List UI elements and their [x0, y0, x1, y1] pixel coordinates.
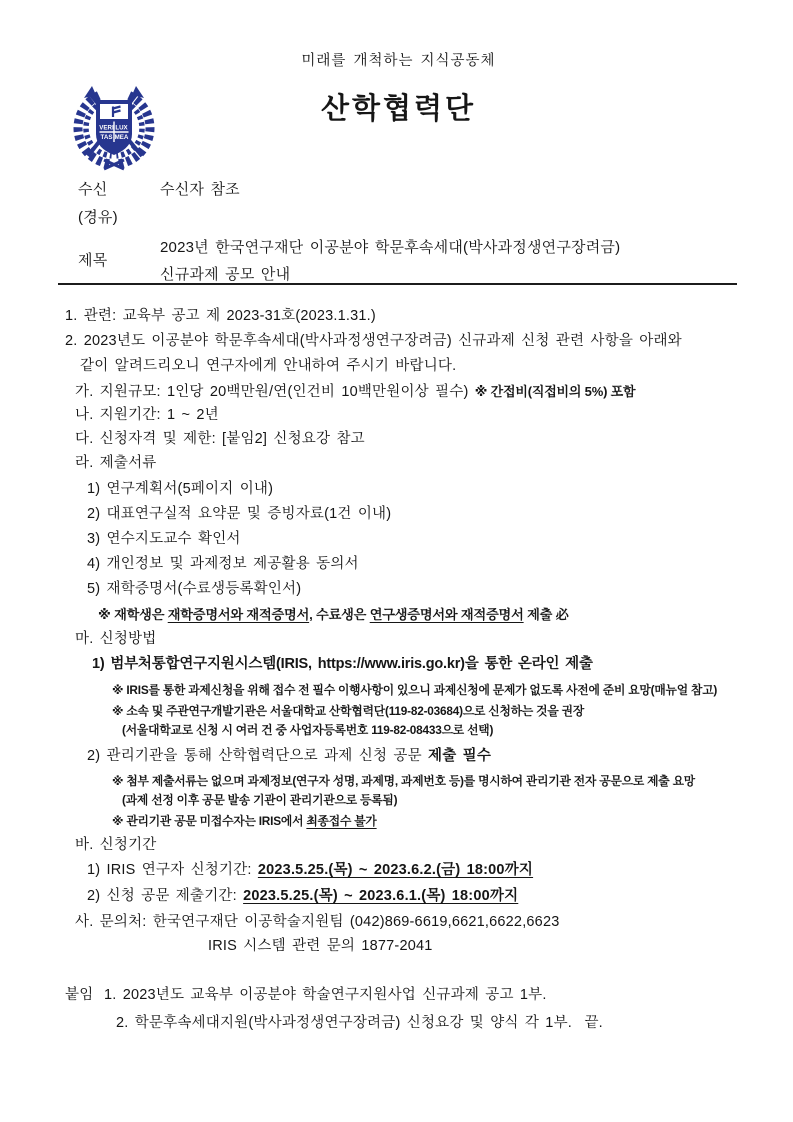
via-label: (경유) — [78, 209, 118, 226]
recipient-value: 수신자 참조 — [160, 181, 240, 198]
subject-line-1: 2023년 한국연구재단 이공분야 학문후속세대(박사과정생연구장려금) — [160, 239, 621, 256]
support-scale-line — [75, 382, 635, 402]
letter-note-1-cont: (과제 선정 이후 공문 발송 기관이 관리기관으로 등록됨) — [122, 793, 398, 807]
org-title: 산학협력단 — [320, 93, 477, 125]
eligibility-line: 다. 신청자격 및 제한: [붙임2] 신청요강 참고 — [75, 431, 365, 447]
letter-note-1: ※ 첨부 제출서류는 없으며 과제정보(연구자 성명, 과제명, 과제번호 등)를 명시하여 관리기관 전자 공문으로 제출 요망 — [112, 774, 695, 788]
method-title: 마. 신청방법 — [75, 631, 157, 647]
enrollment-note: ※ 재학생은 재학증명서와 재적증명서, 수료생은 연구생증명서와 재적증명서 제출 必 — [98, 607, 569, 622]
attachment-item-2: 2. 학문후속세대지원(박사과정생연구장려금) 신청요강 및 양식 각 1부. 끝. — [116, 1015, 603, 1031]
documents-title: 라. 제출서류 — [75, 455, 157, 471]
emblem-motto-tas: TAS — [100, 134, 113, 141]
org-slogan: 미래를 개척하는 지식공동체 — [301, 53, 496, 69]
method-online-line: 1) 범부처통합연구지원시스템(IRIS, https://www.iris.go.kr)을 통한 온라인 제출 — [92, 656, 593, 672]
document-item: 4) 개인정보 및 과제정보 제공활용 동의서 — [87, 556, 359, 572]
recipient-label: 수신 — [78, 181, 108, 198]
contact-line: 사. 문의처: 한국연구재단 이공학술지원팀 (042)869-6619,6621,6622,6623 — [75, 914, 560, 930]
notice-line-2: 같이 알려드리오니 연구자에게 안내하여 주시기 바랍니다. — [80, 358, 457, 374]
emblem-motto-lux: LUX — [115, 124, 128, 132]
document-item: 2) 대표연구실적 요약문 및 증빙자료(1건 이내) — [87, 506, 392, 522]
attachment-item-1: 1. 2023년도 교육부 이공분야 학술연구지원사업 신규과제 공고 1부. — [104, 987, 547, 1003]
document-item: 3) 연수지도교수 확인서 — [87, 531, 241, 547]
university-emblem-icon — [68, 76, 160, 174]
notice-line-1: 2. 2023년도 이공분야 학문후속세대(박사과정생연구장려금) 신규과제 신청 관련 사항을 아래와 — [65, 333, 682, 349]
method-note-org: ※ 소속 및 주관연구개발기관은 서울대학교 산학협력단(119-82-03684)으로 신청하는 것을 권장 — [112, 704, 585, 718]
header-divider — [58, 283, 737, 285]
support-period-line: 나. 지원기간: 1 ~ 2년 — [75, 407, 219, 423]
subject-line-2: 신규과제 공모 안내 — [160, 266, 291, 283]
emblem-motto-mea: MEA — [114, 134, 129, 141]
period-title: 바. 신청기간 — [75, 837, 157, 853]
contact-line-2: IRIS 시스템 관련 문의 1877-2041 — [208, 938, 433, 954]
method-note-iris: ※ IRIS를 통한 과제신청을 위해 접수 전 필수 이행사항이 있으니 과제신청에 문제가 없도록 사전에 준비 요망(매뉴얼 참고) — [112, 683, 718, 697]
method-official-letter-line: 2) 관리기관을 통해 산학협력단으로 과제 신청 공문 제출 필수 — [87, 748, 492, 764]
document-item: 5) 재학증명서(수료생등록확인서) — [87, 581, 302, 597]
subject-label: 제목 — [78, 252, 108, 269]
method-note-org-cont: (서울대학교로 신청 시 여러 건 중 사업자등록번호 119-82-08433으로 선택) — [122, 723, 494, 737]
support-scale-note: ※ 간접비(직접비의 5%) 포함 — [474, 384, 636, 399]
support-scale-text: 가. 지원규모: 1인당 20백만원/연(인건비 10백만원이상 필수) — [75, 384, 475, 400]
emblem-motto-veri: VERI — [99, 124, 114, 132]
attachments-label: 붙임 — [65, 987, 94, 1003]
related-line: 1. 관련: 교육부 공고 제 2023-31호(2023.1.31.) — [65, 308, 376, 324]
document-item: 1) 연구계획서(5페이지 이내) — [87, 481, 274, 497]
period-iris-line: 1) IRIS 연구자 신청기간: 2023.5.25.(목) ~ 2023.6.2.(금) 18:00까지 — [87, 862, 534, 878]
period-letter-line: 2) 신청 공문 제출기간: 2023.5.25.(목) ~ 2023.6.1.(목) 18:00까지 — [87, 888, 519, 904]
letter-note-2: ※ 관리기관 공문 미접수자는 IRIS에서 최종접수 불가 — [112, 814, 377, 828]
